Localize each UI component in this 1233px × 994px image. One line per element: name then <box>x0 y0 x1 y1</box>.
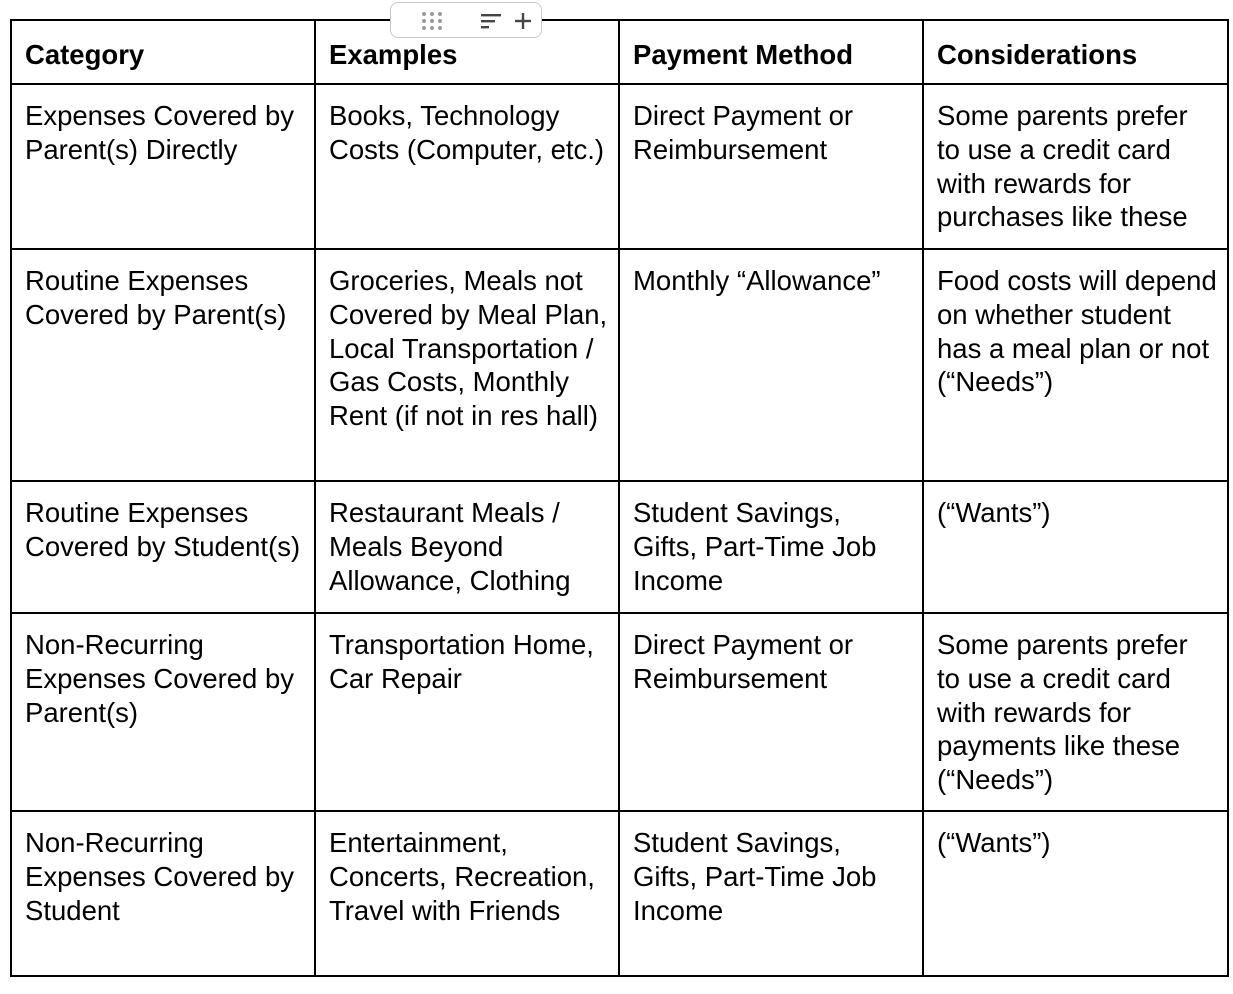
table-row <box>11 84 1228 249</box>
table-toolbar <box>390 2 542 38</box>
considerations-cell[interactable]: Some parents prefer to use a credit card with rewards for purchases like these <box>923 84 1228 249</box>
payment-method-cell[interactable]: Student Savings, Gifts, Part-Time Job Income <box>619 481 923 613</box>
drag-handle-icon[interactable] <box>422 12 446 30</box>
considerations-cell[interactable]: Some parents prefer to use a credit card with rewards for payments like these (“Needs”) <box>923 613 1228 811</box>
category-cell[interactable]: Routine Expenses Covered by Student(s) <box>11 481 315 613</box>
considerations-cell[interactable]: (“Wants”) <box>923 481 1228 613</box>
examples-cell[interactable]: Groceries, Meals not Covered by Meal Plan, Local Transportation / Gas Costs, Monthly Rent (if not in res hall) <box>315 249 619 481</box>
payment-method-cell[interactable]: Monthly “Allowance” <box>619 249 923 481</box>
category-cell[interactable]: Expenses Covered by Parent(s) Directly <box>11 84 315 249</box>
considerations-cell[interactable]: (“Wants”) <box>923 811 1228 976</box>
examples-cell[interactable]: Transportation Home, Car Repair <box>315 613 619 811</box>
considerations-cell[interactable]: Food costs will depend on whether student has a meal plan or not (“Needs”) <box>923 249 1228 481</box>
examples-cell[interactable]: Books, Technology Costs (Computer, etc.) <box>315 84 619 249</box>
category-cell[interactable]: Non-Recurring Expenses Covered by Parent(s) <box>11 613 315 811</box>
header-examples[interactable]: Examples <box>315 20 619 84</box>
header-category[interactable]: Category <box>11 20 315 84</box>
payment-method-cell[interactable]: Student Savings, Gifts, Part-Time Job Income <box>619 811 923 976</box>
expenses-table <box>10 19 1229 977</box>
header-considerations[interactable]: Considerations <box>923 20 1228 84</box>
table-row <box>11 249 1228 481</box>
examples-cell[interactable]: Entertainment, Concerts, Recreation, Travel with Friends <box>315 811 619 976</box>
table-row <box>11 481 1228 613</box>
payment-method-cell[interactable]: Direct Payment or Reimbursement <box>619 84 923 249</box>
table-row <box>11 811 1228 976</box>
table-row <box>11 613 1228 811</box>
sort-icon <box>479 11 503 31</box>
add-icon <box>511 8 535 34</box>
table-header-row <box>11 20 1228 84</box>
examples-cell[interactable]: Restaurant Meals / Meals Beyond Allowance, Clothing <box>315 481 619 613</box>
category-cell[interactable]: Routine Expenses Covered by Parent(s) <box>11 249 315 481</box>
payment-method-cell[interactable]: Direct Payment or Reimbursement <box>619 613 923 811</box>
sort-button[interactable] <box>479 11 503 31</box>
header-payment-method[interactable]: Payment Method <box>619 20 923 84</box>
add-column-button[interactable] <box>511 8 535 34</box>
category-cell[interactable]: Non-Recurring Expenses Covered by Student <box>11 811 315 976</box>
